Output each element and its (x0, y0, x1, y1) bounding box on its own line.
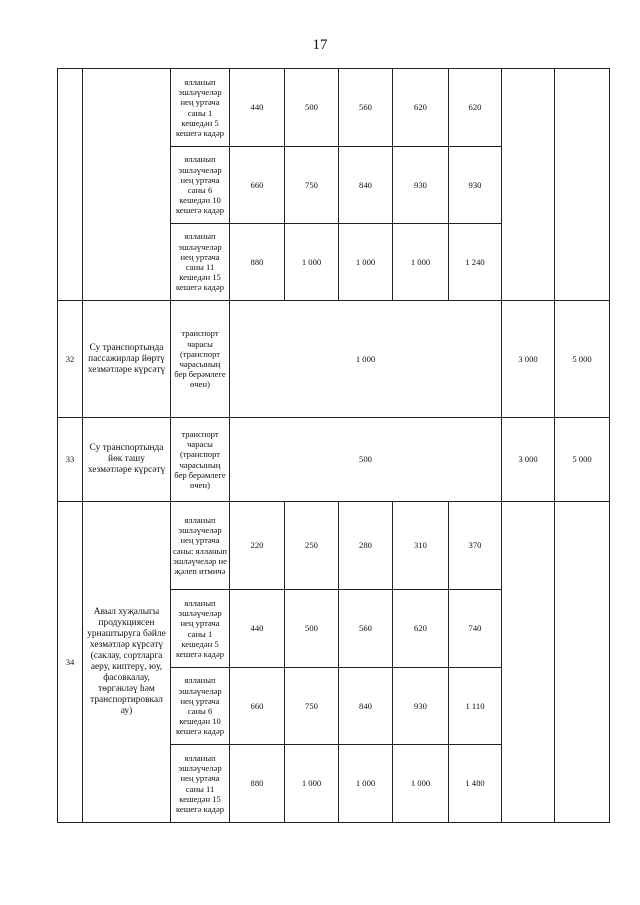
value-cell: 250 (285, 502, 339, 590)
value-cell: 440 (230, 69, 285, 147)
value-cell: 1 000 (230, 301, 502, 418)
page-number: 17 (312, 37, 328, 53)
value-cell: 1 000 (393, 224, 449, 301)
value-cell: 5 000 (555, 301, 610, 418)
value-cell: 1 000 (285, 745, 339, 823)
category-cell: ялланып эшләүчеләр нең уртача саны: ялланып эшләүчеләр не җәлеп итмичә (171, 502, 230, 590)
table-row (58, 301, 610, 418)
value-cell: 880 (230, 224, 285, 301)
value-cell: 620 (393, 69, 449, 147)
value-cell: 930 (393, 668, 449, 745)
value-cell: 3 000 (502, 418, 555, 502)
category-cell: ялланып эшләүчеләр нең уртача саны 6 кешедән 10 кешегә кадәр (171, 668, 230, 745)
value-cell: 930 (449, 147, 502, 224)
value-cell: 1 110 (449, 668, 502, 745)
value-cell: 5 000 (555, 418, 610, 502)
category-cell: ялланып эшләүчеләр нең уртача саны 11 кешедән 15 кешегә кадәр (171, 745, 230, 823)
value-cell: 1 480 (449, 745, 502, 823)
value-cell: 500 (285, 69, 339, 147)
category-cell: транспорт чарасы (транспорт чарасының бер берәмлеге өчен) (171, 418, 230, 502)
category-cell: транспорт чарасы (транспорт чарасының бер берәмлеге өчен) (171, 301, 230, 418)
row-number-cell: 32 (58, 301, 83, 418)
value-cell: 620 (393, 590, 449, 668)
value-cell: 1 240 (449, 224, 502, 301)
value-cell: 500 (285, 590, 339, 668)
value-cell: 310 (393, 502, 449, 590)
value-cell: 750 (285, 147, 339, 224)
value-cell: 840 (339, 668, 393, 745)
value-cell: 280 (339, 502, 393, 590)
value-cell: 880 (230, 745, 285, 823)
table-row (58, 502, 610, 590)
value-cell: 620 (449, 69, 502, 147)
category-cell: ялланып эшләүчеләр нең уртача саны 11 кешедән 15 кешегә кадәр (171, 224, 230, 301)
row-number-cell (58, 69, 83, 301)
value-cell: 930 (393, 147, 449, 224)
value-cell (502, 69, 555, 301)
value-cell: 660 (230, 147, 285, 224)
value-cell: 840 (339, 147, 393, 224)
value-cell: 750 (285, 668, 339, 745)
row-number-cell: 33 (58, 418, 83, 502)
value-cell: 440 (230, 590, 285, 668)
row-number-cell: 34 (58, 502, 83, 823)
value-cell (555, 69, 610, 301)
table-row (58, 69, 610, 147)
table-row (58, 418, 610, 502)
value-cell: 740 (449, 590, 502, 668)
value-cell: 560 (339, 69, 393, 147)
service-cell: Су транспортында йөк ташу хезмәтләре күрсәтү (83, 418, 171, 502)
tax-rate-table (57, 68, 610, 823)
service-cell (83, 69, 171, 301)
value-cell (502, 502, 555, 823)
service-cell: Су транспортында пассажирлар йөртү хезмәтләре күрсәтү (83, 301, 171, 418)
value-cell: 1 000 (285, 224, 339, 301)
category-cell: ялланып эшләүчеләр нең уртача саны 1 кешедән 5 кешегә кадәр (171, 590, 230, 668)
value-cell: 660 (230, 668, 285, 745)
value-cell: 1 000 (339, 745, 393, 823)
value-cell: 1 000 (339, 224, 393, 301)
value-cell (555, 502, 610, 823)
value-cell: 500 (230, 418, 502, 502)
value-cell: 220 (230, 502, 285, 590)
value-cell: 1 000 (393, 745, 449, 823)
service-cell: Авыл хуҗалыгы продукциясен урнаштыруга бәйле хезмәтләр күрсәтү (саклау, сортларга аеру, киптерү, юу, фасовкалау, төргәкләү һәм транспортировкал ау) (83, 502, 171, 823)
category-cell: ялланып эшләүчеләр нең уртача саны 1 кешедән 5 кешегә кадәр (171, 69, 230, 147)
category-cell: ялланып эшләүчеләр нең уртача саны 6 кешедән 10 кешегә кадәр (171, 147, 230, 224)
value-cell: 370 (449, 502, 502, 590)
value-cell: 3 000 (502, 301, 555, 418)
value-cell: 560 (339, 590, 393, 668)
